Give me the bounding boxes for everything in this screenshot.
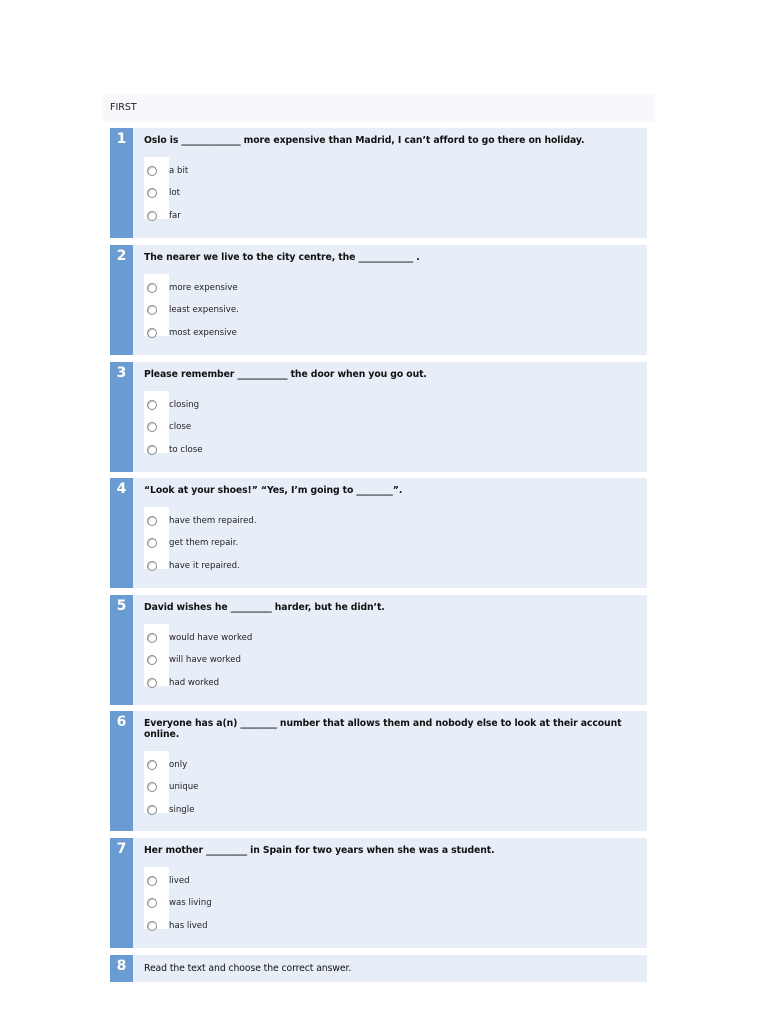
radio-button[interactable]	[147, 538, 157, 548]
radio-button[interactable]	[147, 805, 157, 815]
option-label: most expensive	[169, 327, 237, 338]
option-label: close	[169, 422, 192, 433]
question-number: 3	[110, 362, 133, 472]
answer-options	[144, 510, 637, 577]
option-label: get them repair.	[169, 538, 239, 549]
question-number: 1	[110, 128, 133, 238]
option-label: lived	[169, 876, 190, 887]
answer-option[interactable]	[144, 532, 637, 554]
answer-option[interactable]	[144, 182, 637, 204]
question-3	[110, 362, 647, 472]
radio-button[interactable]	[147, 445, 157, 455]
radio-button[interactable]	[147, 188, 157, 198]
question-text: “Look at your shoes!” “Yes, I’m going to ________”.	[144, 485, 403, 496]
answer-option[interactable]	[144, 416, 637, 438]
answer-options	[144, 394, 637, 461]
question-number: 4	[110, 478, 133, 588]
option-label: have it repaired.	[169, 560, 240, 571]
option-label: lot	[169, 188, 181, 199]
question-4	[110, 478, 647, 588]
radio-button[interactable]	[147, 561, 157, 571]
radio-button[interactable]	[147, 328, 157, 338]
radio-button[interactable]	[147, 760, 157, 770]
question-text: David wishes he _________ harder, but he didn’t.	[144, 602, 385, 613]
radio-button[interactable]	[147, 921, 157, 931]
radio-button[interactable]	[147, 400, 157, 410]
question-text: Please remember ___________ the door when you go out.	[144, 369, 427, 380]
option-label: only	[169, 760, 188, 771]
question-number: 7	[110, 838, 133, 948]
option-label: would have worked	[169, 633, 253, 644]
question-number: 6	[110, 711, 133, 831]
answer-options	[144, 870, 637, 937]
radio-button[interactable]	[147, 633, 157, 643]
answer-option[interactable]	[144, 160, 637, 182]
answer-option[interactable]	[144, 672, 637, 694]
option-label: least expensive.	[169, 305, 239, 316]
radio-button[interactable]	[147, 166, 157, 176]
answer-options	[144, 627, 637, 694]
answer-option[interactable]	[144, 322, 637, 344]
radio-button[interactable]	[147, 782, 157, 792]
answer-option[interactable]	[144, 627, 637, 649]
option-label: more expensive	[169, 283, 238, 294]
question-7	[110, 838, 647, 948]
section-title: FIRST	[110, 102, 137, 113]
radio-button[interactable]	[147, 305, 157, 315]
option-label: far	[169, 210, 181, 221]
option-label: unique	[169, 782, 199, 793]
radio-button[interactable]	[147, 283, 157, 293]
answer-option[interactable]	[144, 394, 637, 416]
answer-options	[144, 277, 637, 344]
answer-options	[144, 160, 637, 227]
option-label: single	[169, 804, 195, 815]
answer-option[interactable]	[144, 870, 637, 892]
radio-button[interactable]	[147, 211, 157, 221]
answer-option[interactable]	[144, 277, 637, 299]
radio-button[interactable]	[147, 516, 157, 526]
question-text: Oslo is _____________ more expensive than Madrid, I can’t afford to go there on holiday.	[144, 135, 585, 146]
option-label: a bit	[169, 166, 189, 177]
answer-option[interactable]	[144, 205, 637, 227]
answer-option[interactable]	[144, 754, 637, 776]
question-text: The nearer we live to the city centre, the ____________ .	[144, 252, 420, 263]
quiz-section-header	[103, 94, 655, 122]
radio-button[interactable]	[147, 898, 157, 908]
option-label: to close	[169, 444, 203, 455]
option-label: have them repaired.	[169, 516, 257, 527]
answer-option[interactable]	[144, 649, 637, 671]
question-2	[110, 245, 647, 355]
answer-option[interactable]	[144, 299, 637, 321]
question-text: Everyone has a(n) ________ number that allows them and nobody else to look at their account online.	[144, 718, 622, 740]
answer-option[interactable]	[144, 799, 637, 821]
radio-button[interactable]	[147, 876, 157, 886]
question-text: Her mother _________ in Spain for two years when she was a student.	[144, 845, 495, 856]
question-text: Read the text and choose the correct answer.	[144, 963, 352, 974]
answer-options	[144, 754, 637, 821]
option-label: will have worked	[169, 655, 241, 666]
option-label: had worked	[169, 677, 220, 688]
answer-option[interactable]	[144, 776, 637, 798]
option-label: was living	[169, 898, 212, 909]
answer-option[interactable]	[144, 510, 637, 532]
question-number: 8	[110, 955, 133, 982]
answer-option[interactable]	[144, 892, 637, 914]
question-5	[110, 595, 647, 705]
question-1	[110, 128, 647, 238]
option-label: has lived	[169, 920, 208, 931]
option-label: closing	[169, 400, 200, 411]
question-number: 2	[110, 245, 133, 355]
radio-button[interactable]	[147, 422, 157, 432]
radio-button[interactable]	[147, 655, 157, 665]
answer-option[interactable]	[144, 915, 637, 937]
answer-option[interactable]	[144, 439, 637, 461]
question-6	[110, 711, 647, 831]
question-8	[110, 955, 647, 982]
question-number: 5	[110, 595, 133, 705]
radio-button[interactable]	[147, 678, 157, 688]
answer-option[interactable]	[144, 555, 637, 577]
